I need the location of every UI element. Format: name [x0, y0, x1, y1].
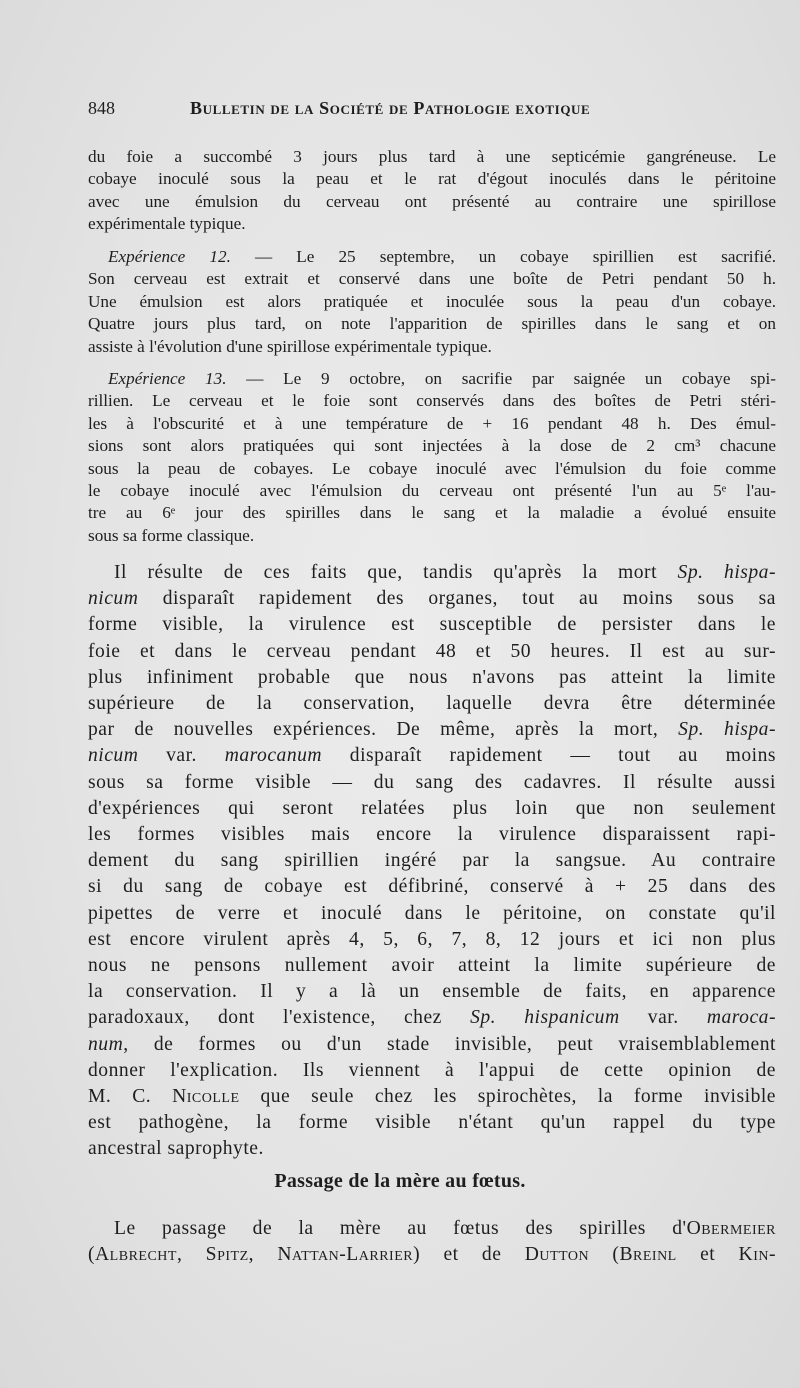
experiment-12-heading: Expérience 12.	[108, 247, 231, 266]
page-number: 848	[88, 98, 115, 118]
text-line: si du sang de cobaye est défibriné, conservé à + 25 dans des	[88, 876, 776, 898]
text-line: Expérience 13. — Le 9 octobre, on sacrifie par saignée un cobaye spi-	[108, 369, 776, 388]
text-line: Le passage de la mère au fœtus des spirilles d'Obermeier	[114, 1218, 776, 1239]
author-names: Albrecht, Spitz, Nattan-Larrier	[95, 1244, 414, 1266]
text-line: rillien. Le cerveau et le foie sont conservés dans des boîtes de Petri stéri-	[88, 391, 776, 411]
text-line: cobaye inoculé sous la peau et le rat d'égout inoculés dans le péritoine	[88, 169, 776, 189]
text-line: M. C. Nicolle que seule chez les spirochètes, la forme invisible	[88, 1086, 777, 1108]
text-line: le cobaye inoculé avec l'émulsion du cerveau ont présenté l'un au 5ᵉ l'au-	[88, 481, 776, 501]
text-line: sous sa forme classique.	[88, 525, 255, 545]
text-line: nicum var. marocanum disparaît rapidement — tout au moins	[88, 745, 776, 767]
main-paragraph	[88, 560, 776, 1163]
author-name: Nicolle	[172, 1086, 240, 1108]
text-line: d'expériences qui seront relatées plus loin que non seulement	[88, 797, 776, 819]
text-line: (Albrecht, Spitz, Nattan-Larrier) et de Dutton (Breinl et Kin-	[88, 1244, 776, 1266]
text-line: nous ne pensons nullement avoir atteint la limite supérieure de	[88, 955, 776, 977]
text-line: num, de formes ou d'un stade invisible, peut vraisemblablement	[88, 1033, 776, 1055]
text-line: avec une émulsion du cerveau ont présenté au contraire une spirillose	[88, 191, 776, 211]
text-line: du foie a succombé 3 jours plus tard à une septicémie gangréneuse. Le	[88, 147, 776, 166]
text-line: expérimentale typique.	[88, 214, 246, 234]
text-line: supérieure de la conservation, laquelle devra être déterminée	[88, 693, 776, 715]
text-line: les à l'obscurité et à une température de + 16 pendant 48 h. Des émul-	[88, 413, 776, 433]
text-line: sions sont alors pratiquées qui sont injectées à la dose de 2 cm³ chacune	[88, 436, 776, 456]
text-line: Son cerveau est extrait et conservé dans une boîte de Petri pendant 50 h.	[88, 269, 776, 289]
text-line: Il résulte de ces faits que, tandis qu'après la mort Sp. hispa-	[114, 562, 777, 583]
text-line: Une émulsion est alors pratiquée et inoculée sous la peau d'un cobaye.	[88, 291, 776, 311]
text-line: sous la peau de cobayes. Le cobaye inoculé avec l'émulsion du foie comme	[88, 458, 776, 478]
experiment-12-paragraph	[88, 246, 776, 358]
final-paragraph	[88, 1216, 776, 1268]
text-line: plus infiniment probable que nous n'avons pas atteint la limite	[88, 666, 776, 688]
text-line: est pathogène, la forme visible n'étant qu'un rappel du type	[88, 1112, 776, 1134]
text-line: sous sa forme visible — du sang des cadavres. Il résulte aussi	[88, 771, 776, 793]
text-line: foie et dans le cerveau pendant 48 et 50 heures. Il est au sur-	[88, 640, 776, 662]
text-line: nicum disparaît rapidement des organes, tout au moins sous sa	[88, 588, 776, 610]
paragraph-continuation	[88, 146, 776, 236]
text-line: Expérience 12. — Le 25 septembre, un cobaye spirillien est sacrifié.	[108, 247, 776, 266]
text-line: par de nouvelles expériences. De même, après la mort, Sp. hispa-	[88, 719, 777, 741]
text-line: Quatre jours plus tard, on note l'apparition de spirilles dans le sang et on	[88, 314, 776, 334]
experiment-13-heading: Expérience 13.	[108, 369, 227, 388]
text-line: est encore virulent après 4, 5, 6, 7, 8, 12 jours et ici non plus	[88, 928, 776, 950]
page-header	[88, 98, 760, 128]
section-heading: Passage de la mère au fœtus.	[274, 1170, 526, 1192]
author-name: Obermeier	[686, 1218, 776, 1239]
text-line: les formes visibles mais encore la virulence disparaissent rapi-	[88, 824, 776, 846]
text-line: ancestral saprophyte.	[88, 1138, 264, 1160]
running-head: Bulletin de la Société de Pathologie exotique	[190, 98, 591, 118]
experiment-13-paragraph	[88, 368, 776, 547]
text-line: tre au 6ᵉ jour des spirilles dans le sang et la maladie a évolué ensuite	[88, 503, 776, 523]
text-line: pipettes de verre et inoculé dans le péritoine, on constate qu'il	[88, 902, 776, 924]
text-line: forme visible, la virulence est susceptible de persister dans le	[88, 614, 776, 636]
text-line: donner l'explication. Ils viennent à l'appui de cette opinion de	[88, 1059, 776, 1081]
author-name: Breinl	[619, 1244, 677, 1266]
text-line: dement du sang spirillien ingéré par la sangsue. Au contraire	[88, 850, 776, 872]
text-line: la conservation. Il y a là un ensemble de faits, en apparence	[88, 981, 776, 1003]
author-name: Dutton	[524, 1244, 590, 1266]
text-line: assiste à l'évolution d'une spirillose expérimentale typique.	[88, 336, 492, 356]
author-name: Kin-	[738, 1244, 776, 1266]
text-line: paradoxaux, dont l'existence, chez Sp. hispanicum var. maroca-	[88, 1007, 776, 1029]
